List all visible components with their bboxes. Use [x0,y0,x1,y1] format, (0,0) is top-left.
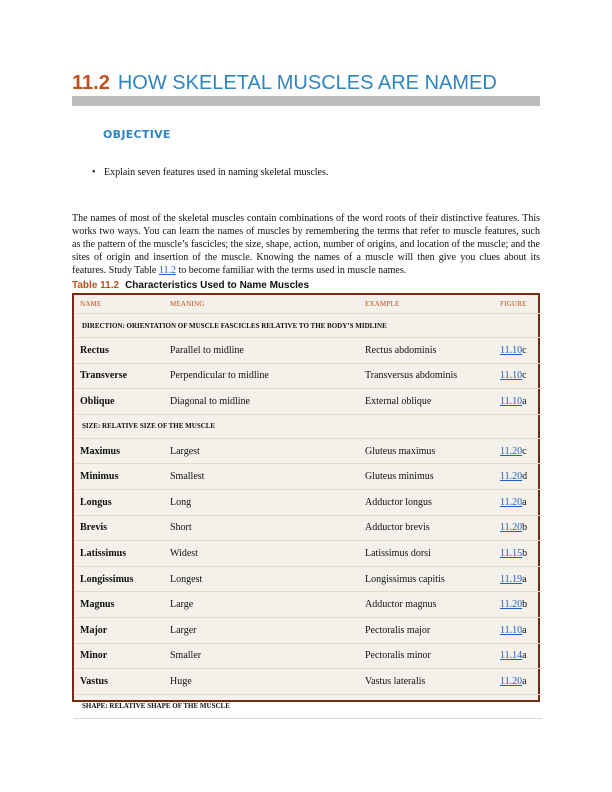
table-row [74,643,542,669]
meaning-cell: Smaller [164,643,359,669]
figure-part: c [522,370,527,382]
figure-link[interactable]: 11.20 [500,496,523,508]
figure-part: a [522,496,527,508]
figure-link[interactable]: 11.10 [500,395,523,407]
name-cell: Minor [74,643,164,669]
meaning-cell: Smallest [164,464,359,490]
figure-part: c [522,344,527,356]
name-cell: Minimus [74,464,164,490]
example-cell: Longissimus capitis [359,566,498,592]
intro-text-end: to become familiar with the terms used in muscle names. [176,265,407,276]
figure-link[interactable]: 11.10 [500,370,523,382]
figure-cell [498,592,542,618]
figure-part: b [522,522,528,534]
intro-text: The names of most of the skeletal muscles contain combinations of the word roots of their distinctive features. This works two ways. You can learn the names of muscles by remembering the terms that refer to muscle features, such as the pattern of the muscle’s fascicles; the size, shape, action, number of origins, and location of the muscle; and the sites of origin and insertion of the muscle. Knowing the names of a muscle will then give you clues about its features. Study Table [72,213,540,276]
figure-cell [498,438,542,464]
figure-cell [498,338,542,364]
meaning-cell: Huge [164,669,359,695]
table-row [74,489,542,515]
objective-heading: OBJECTIVE [103,128,171,141]
figure-part: a [522,624,527,636]
meaning-cell: Long [164,489,359,515]
section-title: SIZE: RELATIVE SIZE OF THE MUSCLE [74,414,542,438]
figure-cell [498,363,542,389]
objective-item [92,167,328,178]
section-heading [72,70,497,96]
meaning-cell: Parallel to midline [164,338,359,364]
table-title: Characteristics Used to Name Muscles [125,280,310,291]
table-row [74,566,542,592]
table-caption [72,280,309,291]
table-row [74,389,542,415]
figure-part: b [522,547,528,559]
intro-paragraph [72,212,540,277]
muscle-names-table [72,293,540,711]
meaning-cell: Longest [164,566,359,592]
section-title: HOW SKELETAL MUSCLES ARE NAMED [117,72,497,94]
figure-cell [498,389,542,415]
example-cell: Pectoralis minor [359,643,498,669]
example-cell: Pectoralis major [359,617,498,643]
header-figure: FIGURE [498,295,542,314]
figure-link[interactable]: 11.20 [500,445,523,457]
section-number: 11.2 [72,72,110,94]
name-cell: Magnus [74,592,164,618]
objective-text: Explain seven features used in naming skeletal muscles. [104,167,329,178]
table-row [74,338,542,364]
table-row [74,515,542,541]
example-cell: Vastus lateralis [359,669,498,695]
figure-cell [498,541,542,567]
table-section-row [74,414,542,438]
figure-link[interactable]: 11.20 [500,675,523,687]
figure-part: a [522,573,527,585]
header-meaning: MEANING [164,295,359,314]
header-example: EXAMPLE [359,295,498,314]
name-cell: Oblique [74,389,164,415]
name-cell: Longissimus [74,566,164,592]
figure-link[interactable]: 11.20 [500,599,523,611]
name-cell: Brevis [74,515,164,541]
example-cell: Transversus abdominis [359,363,498,389]
figure-part: a [522,675,527,687]
name-cell: Major [74,617,164,643]
objective-list [92,167,328,178]
figure-part: a [522,395,527,407]
table-row [74,438,542,464]
table-label: Table 11.2 [72,280,120,291]
figure-cell [498,515,542,541]
table-link[interactable]: 11.2 [158,265,177,276]
name-cell: Vastus [74,669,164,695]
table-header-row [74,295,542,314]
table-row [74,592,542,618]
meaning-cell: Short [164,515,359,541]
figure-link[interactable]: 11.19 [500,573,523,585]
table-row [74,541,542,567]
header-name: NAME [74,295,164,314]
figure-cell [498,489,542,515]
example-cell: Gluteus minimus [359,464,498,490]
table-row [74,464,542,490]
figure-part: d [522,471,528,483]
example-cell: Gluteus maximus [359,438,498,464]
section-title: DIRECTION: ORIENTATION OF MUSCLE FASCICLES RELATIVE TO THE BODY’S MIDLINE [74,314,542,338]
meaning-cell: Largest [164,438,359,464]
bullet-icon: • [92,167,96,178]
table-row [74,363,542,389]
figure-link[interactable]: 11.10 [500,344,523,356]
table-row [74,669,542,695]
figure-link[interactable]: 11.15 [500,547,523,559]
figure-part: b [522,599,528,611]
name-cell: Latissimus [74,541,164,567]
meaning-cell: Diagonal to midline [164,389,359,415]
figure-link[interactable]: 11.20 [500,522,523,534]
meaning-cell: Large [164,592,359,618]
figure-link[interactable]: 11.10 [500,624,523,636]
name-cell: Longus [74,489,164,515]
figure-cell [498,643,542,669]
example-cell: Adductor longus [359,489,498,515]
figure-link[interactable]: 11.14 [500,650,523,662]
name-cell: Rectus [74,338,164,364]
figure-cell [498,617,542,643]
table-row [74,617,542,643]
table-section-row [74,314,542,338]
example-cell: Rectus abdominis [359,338,498,364]
figure-cell [498,669,542,695]
name-cell: Maximus [74,438,164,464]
meaning-cell: Larger [164,617,359,643]
figure-part: c [522,445,527,457]
example-cell: External oblique [359,389,498,415]
example-cell: Latissimus dorsi [359,541,498,567]
heading-rule [72,96,540,106]
meaning-cell: Widest [164,541,359,567]
table-section-row [74,694,542,718]
figure-cell [498,464,542,490]
name-cell: Transverse [74,363,164,389]
figure-cell [498,566,542,592]
figure-link[interactable]: 11.20 [500,471,523,483]
section-title: SHAPE: RELATIVE SHAPE OF THE MUSCLE [74,694,542,718]
figure-part: a [522,650,527,662]
meaning-cell: Perpendicular to midline [164,363,359,389]
example-cell: Adductor magnus [359,592,498,618]
example-cell: Adductor brevis [359,515,498,541]
table-body [74,314,542,719]
